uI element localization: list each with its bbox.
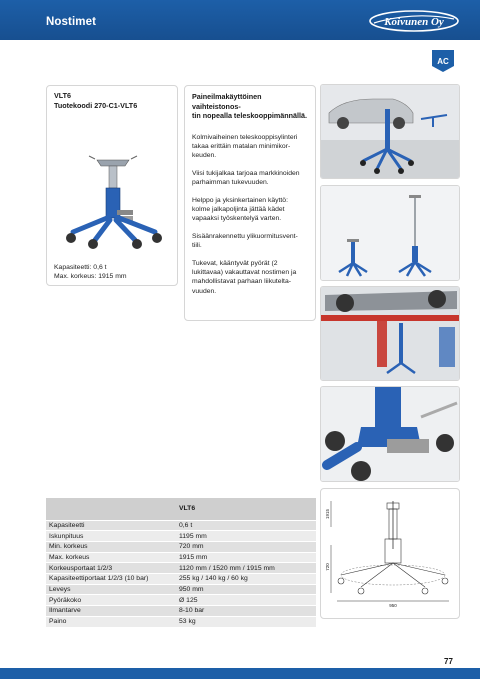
page-number: 77 — [444, 657, 453, 666]
max-height-line: Max. korkeus: 1915 mm — [54, 273, 127, 280]
spec-header-model: VLT6 — [179, 505, 196, 513]
description-paragraph — [192, 196, 308, 224]
spec-row — [46, 584, 316, 595]
header-bar — [0, 0, 480, 40]
description-line: vapaaksi työskentelyä varten. — [192, 215, 282, 223]
photo-workshop — [320, 286, 460, 381]
spec-value: 255 kg / 140 kg / 60 kg — [176, 573, 316, 584]
description-line: kolme jalkapoljinta jättää kädet — [192, 205, 285, 213]
spec-row — [46, 563, 316, 574]
spec-row — [46, 573, 316, 584]
spec-row — [46, 616, 316, 627]
spec-row — [46, 541, 316, 552]
description-line: takaa erittäin matalan minimikor- — [192, 142, 291, 150]
description-line: lukittavaa) vakauttavat nostimen ja — [192, 268, 297, 276]
spec-label: Kapasiteetti — [46, 520, 176, 531]
description-line: Helppo ja yksinkertainen käyttö: — [192, 196, 288, 204]
spec-label: Ilmantarve — [46, 606, 176, 617]
product-card — [46, 85, 178, 286]
spec-value: 720 mm — [176, 541, 316, 552]
product-title — [54, 91, 137, 111]
spec-value: 1120 mm / 1520 mm / 1915 mm — [176, 563, 316, 574]
description-paragraph — [192, 232, 308, 251]
spec-label: Iskunpituus — [46, 531, 176, 542]
product-image — [57, 154, 169, 249]
product-code: Tuotekoodi 270-C1-VLT6 — [54, 101, 138, 110]
description-line: parhaimman tukevuuden. — [192, 179, 269, 187]
spec-row — [46, 606, 316, 617]
description-card — [184, 85, 316, 321]
photo-showroom — [320, 84, 460, 179]
description-body — [192, 133, 308, 297]
description-line: tiili. — [192, 242, 202, 250]
description-line: mahdollistavat parhaan liikutelta- — [192, 278, 291, 286]
spec-value: 53 kg — [176, 616, 316, 627]
spec-label: Pyöräkoko — [46, 595, 176, 606]
ac-logo-text: AC — [437, 57, 449, 66]
dim-width: 950 — [389, 603, 397, 608]
description-line: Kolmivaiheinen teleskooppisylinteri — [192, 133, 298, 141]
spec-row — [46, 520, 316, 531]
description-line: Sisäänrakennettu ylikuormitusvent- — [192, 232, 298, 240]
spec-value: 1915 mm — [176, 552, 316, 563]
spec-table-header — [46, 498, 316, 520]
svg-text:Koivunen Oy: Koivunen Oy — [384, 16, 444, 28]
description-line: keuden. — [192, 152, 217, 160]
technical-drawing — [320, 488, 460, 619]
description-heading-line: Paineilmakäyttöinen vaihteistonos- — [192, 92, 262, 111]
spec-label: Max. korkeus — [46, 552, 176, 563]
spec-value: 8-10 bar — [176, 606, 316, 617]
description-line: vuuden. — [192, 287, 217, 295]
spec-label: Leveys — [46, 584, 176, 595]
description-paragraph — [192, 169, 308, 188]
description-heading — [192, 92, 308, 121]
product-specs — [54, 263, 127, 281]
spec-label: Min. korkeus — [46, 541, 176, 552]
koivunen-logo — [368, 9, 460, 33]
spec-table — [46, 498, 316, 627]
description-line: Viisi tukijalkaa tarjoaa markkinoiden — [192, 169, 300, 177]
photo-wheel-detail — [320, 386, 460, 482]
description-paragraph — [192, 133, 308, 161]
spec-value: 0,6 t — [176, 520, 316, 531]
spec-row — [46, 595, 316, 606]
dim-min-height: 720 — [325, 563, 330, 571]
spec-value: 950 mm — [176, 584, 316, 595]
product-model: VLT6 — [54, 91, 72, 100]
capacity-line: Kapasiteetti: 0,6 t — [54, 264, 107, 271]
ac-logo — [432, 50, 454, 72]
page-title: Nostimet — [46, 16, 97, 28]
spec-label: Kapasiteettiportaat 1/2/3 (10 bar) — [46, 573, 176, 584]
spec-header-empty — [46, 498, 176, 520]
spec-value: Ø 125 — [176, 595, 316, 606]
dim-max-height: 1915 — [325, 508, 330, 520]
spec-label: Paino — [46, 616, 176, 627]
spec-label: Korkeusportaat 1/2/3 — [46, 563, 176, 574]
footer-bar — [0, 668, 480, 679]
spec-row — [46, 552, 316, 563]
description-heading-line: tin nopealla teleskooppimännällä. — [192, 111, 308, 120]
description-paragraph — [192, 259, 308, 297]
description-line: Tukevat, kääntyvät pyörät (2 — [192, 259, 278, 267]
photo-two-lifts — [320, 185, 460, 281]
spec-value: 1195 mm — [176, 531, 316, 542]
spec-row — [46, 531, 316, 542]
